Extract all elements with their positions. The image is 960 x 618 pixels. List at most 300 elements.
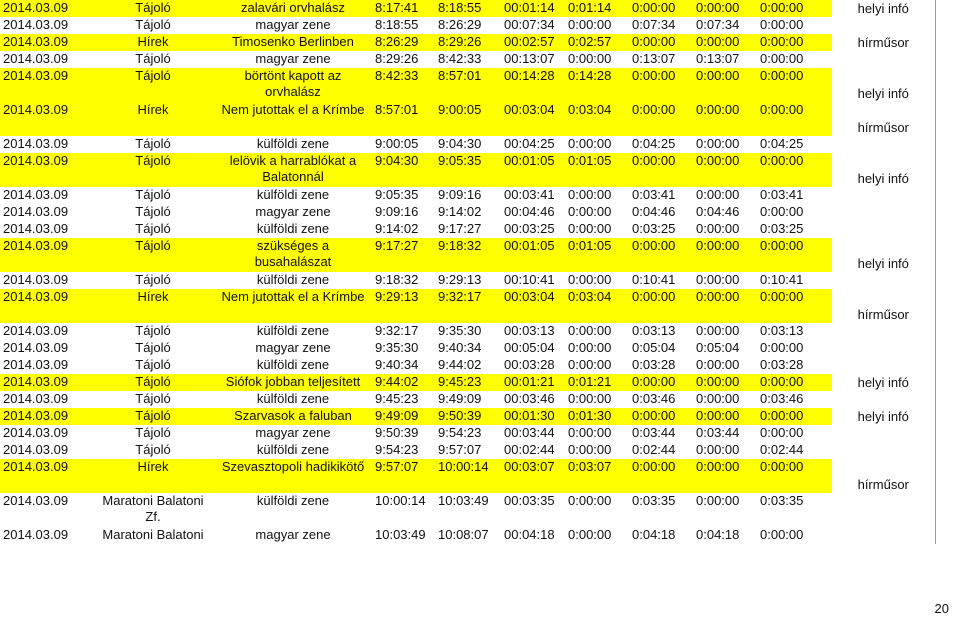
hungarian-music-time-cell: 0:00:00	[693, 102, 757, 136]
duration-cell: 00:03:07	[501, 459, 565, 493]
table-row	[0, 221, 935, 238]
category-cell	[832, 357, 935, 374]
music-time-cell: 0:00:00	[629, 68, 693, 102]
duration-cell: 00:14:28	[501, 68, 565, 102]
start-time-cell: 9:32:17	[375, 323, 419, 338]
table-row	[0, 136, 935, 153]
program-cell: magyar zene	[255, 17, 331, 32]
type-cell: Tájoló	[135, 221, 171, 236]
program-cell: Nem jutottak el a Krímbe	[214, 289, 372, 323]
program-cell: külföldi zene	[256, 442, 330, 457]
end-time-cell: 9:35:30	[438, 323, 482, 338]
date-cell: 2014.03.09	[0, 0, 92, 17]
program-cell: külföldi zene	[256, 357, 330, 372]
hungarian-music-time-cell: 0:00:00	[693, 153, 757, 187]
category-cell	[832, 391, 935, 408]
hungarian-music-time-cell: 0:04:18	[696, 527, 740, 542]
date-cell: 2014.03.09	[0, 408, 92, 425]
program-cell: külföldi zene	[256, 136, 330, 151]
table-row	[0, 0, 935, 17]
local-info-time-cell: 0:00:00	[568, 425, 612, 440]
local-info-time-cell: 0:01:21	[565, 374, 629, 391]
music-time-cell: 0:04:46	[632, 204, 676, 219]
duration-cell: 00:01:30	[501, 408, 565, 425]
local-info-time-cell: 0:00:00	[568, 204, 612, 219]
local-info-time-cell: 0:00:00	[568, 493, 612, 508]
start-time-cell: 9:35:30	[375, 340, 419, 355]
table-row	[0, 289, 935, 323]
date-cell: 2014.03.09	[0, 68, 92, 102]
music-time-cell: 0:00:00	[629, 0, 693, 17]
start-time-cell: 9:00:05	[375, 136, 419, 151]
table-row	[0, 340, 935, 357]
program-cell: Szarvasok a faluban	[214, 408, 372, 425]
duration-cell: 00:03:44	[504, 425, 555, 440]
music-time-cell: 0:05:04	[632, 340, 676, 355]
local-info-time-cell: 0:01:30	[565, 408, 629, 425]
duration-cell: 00:02:44	[504, 442, 555, 457]
end-time-cell: 9:49:09	[438, 391, 482, 406]
category-cell: helyi infó	[832, 238, 935, 272]
program-cell: szükséges a busahalászat	[214, 238, 372, 272]
hungarian-music-time-cell: 0:07:34	[696, 17, 740, 32]
duration-cell: 00:01:05	[501, 238, 565, 272]
duration-cell: 00:03:25	[504, 221, 555, 236]
category-cell	[832, 136, 935, 153]
date-cell: 2014.03.09	[3, 187, 69, 202]
hungarian-music-time-cell: 0:04:46	[696, 204, 740, 219]
foreign-music-time-cell: 0:00:00	[760, 204, 804, 219]
music-time-cell: 0:03:35	[632, 493, 676, 508]
hungarian-music-time-cell: 0:00:00	[696, 323, 740, 338]
type-cell: Tájoló	[135, 340, 171, 355]
hungarian-music-time-cell: 0:03:44	[696, 425, 740, 440]
program-cell: Timosenko Berlinben	[214, 34, 372, 51]
music-time-cell: 0:03:41	[632, 187, 676, 202]
hungarian-music-time-cell: 0:00:00	[693, 238, 757, 272]
foreign-music-time-cell: 0:03:46	[760, 391, 804, 406]
category-cell: helyi infó	[832, 68, 935, 102]
duration-cell: 00:03:28	[504, 357, 555, 372]
hungarian-music-time-cell: 0:00:00	[693, 289, 757, 323]
table-row	[0, 391, 935, 408]
end-time-cell: 9:09:16	[438, 187, 482, 202]
category-cell	[832, 340, 935, 357]
duration-cell: 00:04:25	[504, 136, 555, 151]
start-time-cell: 9:17:27	[372, 238, 435, 272]
type-cell: Tájoló	[135, 204, 171, 219]
date-cell: 2014.03.09	[3, 493, 69, 508]
end-time-cell: 9:40:34	[438, 340, 482, 355]
start-time-cell: 8:17:41	[372, 0, 435, 17]
end-time-cell: 9:45:23	[435, 374, 501, 391]
hungarian-music-time-cell: 0:00:00	[693, 68, 757, 102]
table-row	[0, 204, 935, 221]
start-time-cell: 9:50:39	[375, 425, 419, 440]
program-cell: külföldi zene	[256, 187, 330, 202]
local-info-time-cell: 0:01:14	[565, 0, 629, 17]
music-time-cell: 0:03:44	[632, 425, 676, 440]
local-info-time-cell: 0:03:04	[565, 289, 629, 323]
type-cell: Tájoló	[135, 136, 171, 151]
date-cell: 2014.03.09	[3, 136, 69, 151]
music-time-cell: 0:02:44	[632, 442, 676, 457]
duration-cell: 00:13:07	[504, 51, 555, 66]
music-time-cell: 0:00:00	[629, 374, 693, 391]
category-cell	[832, 17, 935, 34]
type-cell: Tájoló	[92, 408, 214, 425]
table-row	[0, 374, 935, 391]
start-time-cell: 9:18:32	[375, 272, 419, 287]
duration-cell: 00:04:18	[504, 527, 555, 542]
hungarian-music-time-cell: 0:00:00	[693, 34, 757, 51]
type-cell: Maratoni Balatoni Zf.	[102, 493, 204, 524]
program-cell: börtönt kapott az orvhalász	[214, 68, 372, 102]
date-cell: 2014.03.09	[3, 204, 69, 219]
start-time-cell: 9:09:16	[375, 204, 419, 219]
table-row	[0, 34, 935, 51]
duration-cell: 00:04:46	[504, 204, 555, 219]
end-time-cell: 9:18:32	[435, 238, 501, 272]
foreign-music-time-cell: 0:00:00	[757, 0, 832, 17]
program-cell: Nem jutottak el a Krímbe	[214, 102, 372, 136]
end-time-cell: 9:00:05	[435, 102, 501, 136]
end-time-cell: 8:26:29	[438, 17, 482, 32]
program-cell: Szevasztopoli hadikikötő	[214, 459, 372, 493]
category-cell	[832, 204, 935, 221]
table-row	[0, 459, 935, 493]
duration-cell: 00:05:04	[504, 340, 555, 355]
type-cell: Tájoló	[135, 17, 171, 32]
category-cell: helyi infó	[832, 408, 935, 425]
local-info-time-cell: 0:00:00	[568, 272, 612, 287]
local-info-time-cell: 0:00:00	[568, 391, 612, 406]
date-cell: 2014.03.09	[3, 391, 69, 406]
table-row	[0, 408, 935, 425]
music-time-cell: 0:03:28	[632, 357, 676, 372]
type-cell: Tájoló	[135, 425, 171, 440]
end-time-cell: 9:29:13	[438, 272, 482, 287]
type-cell: Hírek	[92, 459, 214, 493]
type-cell: Tájoló	[135, 323, 171, 338]
foreign-music-time-cell: 0:00:00	[757, 459, 832, 493]
duration-cell: 00:03:35	[504, 493, 555, 508]
foreign-music-time-cell: 0:00:00	[757, 68, 832, 102]
start-time-cell: 10:00:14	[375, 493, 426, 508]
date-cell: 2014.03.09	[0, 289, 92, 323]
date-cell: 2014.03.09	[3, 323, 69, 338]
duration-cell: 00:03:04	[501, 289, 565, 323]
local-info-time-cell: 0:00:00	[568, 323, 612, 338]
hungarian-music-time-cell: 0:00:00	[696, 136, 740, 151]
program-cell: Siófok jobban teljesített	[214, 374, 372, 391]
music-time-cell: 0:00:00	[629, 238, 693, 272]
local-info-time-cell: 0:01:05	[565, 153, 629, 187]
foreign-music-time-cell: 0:03:35	[760, 493, 804, 508]
start-time-cell: 9:45:23	[375, 391, 419, 406]
category-cell	[832, 272, 935, 289]
type-cell: Tájoló	[135, 391, 171, 406]
music-time-cell: 0:03:46	[632, 391, 676, 406]
table-row	[0, 323, 935, 340]
foreign-music-time-cell: 0:00:00	[757, 102, 832, 136]
hungarian-music-time-cell: 0:00:00	[696, 357, 740, 372]
program-cell: zalavári orvhalász	[214, 0, 372, 17]
category-cell	[832, 425, 935, 442]
program-cell: lelövik a harrablókat a Balatonnál	[214, 153, 372, 187]
music-time-cell: 0:00:00	[629, 289, 693, 323]
local-info-time-cell: 0:00:00	[568, 527, 612, 542]
program-cell: külföldi zene	[256, 493, 330, 508]
date-cell: 2014.03.09	[3, 527, 69, 542]
type-cell: Hírek	[92, 34, 214, 51]
end-time-cell: 8:42:33	[438, 51, 482, 66]
program-cell: magyar zene	[255, 340, 331, 355]
date-cell: 2014.03.09	[3, 272, 69, 287]
type-cell: Tájoló	[135, 187, 171, 202]
date-cell: 2014.03.09	[3, 340, 69, 355]
foreign-music-time-cell: 0:00:00	[760, 527, 804, 542]
hungarian-music-time-cell: 0:00:00	[693, 374, 757, 391]
category-cell	[832, 527, 935, 544]
date-cell: 2014.03.09	[3, 425, 69, 440]
music-time-cell: 0:03:13	[632, 323, 676, 338]
start-time-cell: 9:44:02	[372, 374, 435, 391]
table-row	[0, 102, 935, 136]
category-cell	[832, 493, 935, 527]
end-time-cell: 9:04:30	[438, 136, 482, 151]
end-time-cell: 9:50:39	[435, 408, 501, 425]
hungarian-music-time-cell: 0:05:04	[696, 340, 740, 355]
program-cell: magyar zene	[255, 527, 331, 542]
duration-cell: 00:01:14	[501, 0, 565, 17]
start-time-cell: 8:18:55	[375, 17, 419, 32]
duration-cell: 00:10:41	[504, 272, 555, 287]
end-time-cell: 10:08:07	[438, 527, 489, 542]
start-time-cell: 9:04:30	[372, 153, 435, 187]
end-time-cell: 10:00:14	[435, 459, 501, 493]
type-cell: Hírek	[92, 289, 214, 323]
start-time-cell: 9:40:34	[375, 357, 419, 372]
type-cell: Maratoni Balatoni	[102, 527, 204, 542]
table-row	[0, 493, 935, 527]
type-cell: Tájoló	[135, 357, 171, 372]
foreign-music-time-cell: 0:00:00	[757, 34, 832, 51]
date-cell: 2014.03.09	[0, 459, 92, 493]
type-cell: Tájoló	[92, 153, 214, 187]
program-cell: külföldi zene	[256, 391, 330, 406]
type-cell: Tájoló	[92, 374, 214, 391]
hungarian-music-time-cell: 0:00:00	[696, 442, 740, 457]
category-cell: hírműsor	[832, 289, 935, 323]
table-row	[0, 51, 935, 68]
local-info-time-cell: 0:03:07	[565, 459, 629, 493]
local-info-time-cell: 0:02:57	[565, 34, 629, 51]
duration-cell: 00:03:46	[504, 391, 555, 406]
local-info-time-cell: 0:03:04	[565, 102, 629, 136]
date-cell: 2014.03.09	[0, 153, 92, 187]
music-time-cell: 0:00:00	[629, 153, 693, 187]
duration-cell: 00:01:21	[501, 374, 565, 391]
foreign-music-time-cell: 0:03:13	[760, 323, 804, 338]
start-time-cell: 8:26:29	[372, 34, 435, 51]
end-time-cell: 8:29:26	[435, 34, 501, 51]
foreign-music-time-cell: 0:10:41	[760, 272, 804, 287]
duration-cell: 00:03:41	[504, 187, 555, 202]
foreign-music-time-cell: 0:03:28	[760, 357, 804, 372]
category-cell: helyi infó	[832, 0, 935, 17]
category-cell: helyi infó	[832, 153, 935, 187]
hungarian-music-time-cell: 0:13:07	[696, 51, 740, 66]
table-row	[0, 272, 935, 289]
end-time-cell: 9:32:17	[435, 289, 501, 323]
table-row	[0, 425, 935, 442]
table-row	[0, 527, 935, 544]
start-time-cell: 8:29:26	[375, 51, 419, 66]
date-cell: 2014.03.09	[0, 374, 92, 391]
music-time-cell: 0:10:41	[632, 272, 676, 287]
category-cell: hírműsor	[832, 102, 935, 136]
category-cell	[832, 187, 935, 204]
local-info-time-cell: 0:00:00	[568, 187, 612, 202]
start-time-cell: 9:29:13	[372, 289, 435, 323]
end-time-cell: 9:44:02	[438, 357, 482, 372]
local-info-time-cell: 0:14:28	[565, 68, 629, 102]
hungarian-music-time-cell: 0:00:00	[696, 187, 740, 202]
type-cell: Tájoló	[92, 68, 214, 102]
category-cell: hírműsor	[832, 34, 935, 51]
local-info-time-cell: 0:00:00	[568, 340, 612, 355]
foreign-music-time-cell: 0:00:00	[760, 51, 804, 66]
table-row	[0, 357, 935, 374]
table-row	[0, 442, 935, 459]
end-time-cell: 8:18:55	[435, 0, 501, 17]
foreign-music-time-cell: 0:00:00	[757, 289, 832, 323]
foreign-music-time-cell: 0:00:00	[760, 17, 804, 32]
end-time-cell: 10:03:49	[438, 493, 489, 508]
start-time-cell: 9:05:35	[375, 187, 419, 202]
end-time-cell: 9:17:27	[438, 221, 482, 236]
type-cell: Tájoló	[92, 238, 214, 272]
music-time-cell: 0:00:00	[629, 102, 693, 136]
music-time-cell: 0:07:34	[632, 17, 676, 32]
program-cell: magyar zene	[255, 51, 331, 66]
end-time-cell: 9:14:02	[438, 204, 482, 219]
category-cell	[832, 51, 935, 68]
program-cell: magyar zene	[255, 204, 331, 219]
music-time-cell: 0:00:00	[629, 34, 693, 51]
hungarian-music-time-cell: 0:00:00	[696, 391, 740, 406]
start-time-cell: 9:49:09	[372, 408, 435, 425]
category-cell	[832, 221, 935, 238]
type-cell: Hírek	[92, 102, 214, 136]
music-time-cell: 0:03:25	[632, 221, 676, 236]
start-time-cell: 9:14:02	[375, 221, 419, 236]
hungarian-music-time-cell: 0:00:00	[696, 493, 740, 508]
start-time-cell: 8:42:33	[372, 68, 435, 102]
local-info-time-cell: 0:00:00	[568, 442, 612, 457]
duration-cell: 00:03:04	[501, 102, 565, 136]
date-cell: 2014.03.09	[3, 17, 69, 32]
foreign-music-time-cell: 0:04:25	[760, 136, 804, 151]
foreign-music-time-cell: 0:03:25	[760, 221, 804, 236]
foreign-music-time-cell: 0:03:41	[760, 187, 804, 202]
duration-cell: 00:07:34	[504, 17, 555, 32]
type-cell: Tájoló	[135, 272, 171, 287]
program-cell: külföldi zene	[256, 323, 330, 338]
date-cell: 2014.03.09	[3, 442, 69, 457]
type-cell: Tájoló	[135, 442, 171, 457]
hungarian-music-time-cell: 0:00:00	[693, 408, 757, 425]
duration-cell: 00:02:57	[501, 34, 565, 51]
end-time-cell: 8:57:01	[435, 68, 501, 102]
foreign-music-time-cell: 0:00:00	[757, 238, 832, 272]
foreign-music-time-cell: 0:00:00	[757, 408, 832, 425]
foreign-music-time-cell: 0:02:44	[760, 442, 804, 457]
date-cell: 2014.03.09	[3, 221, 69, 236]
foreign-music-time-cell: 0:00:00	[760, 340, 804, 355]
local-info-time-cell: 0:00:00	[568, 221, 612, 236]
date-cell: 2014.03.09	[0, 34, 92, 51]
type-cell: Tájoló	[92, 0, 214, 17]
category-cell: hírműsor	[832, 459, 935, 493]
date-cell: 2014.03.09	[3, 357, 69, 372]
program-cell: magyar zene	[255, 425, 331, 440]
hungarian-music-time-cell: 0:00:00	[693, 459, 757, 493]
date-cell: 2014.03.09	[3, 51, 69, 66]
date-cell: 2014.03.09	[0, 238, 92, 272]
duration-cell: 00:01:05	[501, 153, 565, 187]
type-cell: Tájoló	[135, 51, 171, 66]
local-info-time-cell: 0:01:05	[565, 238, 629, 272]
local-info-time-cell: 0:00:00	[568, 17, 612, 32]
program-cell: külföldi zene	[256, 221, 330, 236]
category-cell: helyi infó	[832, 374, 935, 391]
local-info-time-cell: 0:00:00	[568, 136, 612, 151]
date-cell: 2014.03.09	[0, 102, 92, 136]
music-time-cell: 0:00:00	[629, 408, 693, 425]
music-time-cell: 0:04:25	[632, 136, 676, 151]
music-time-cell: 0:00:00	[629, 459, 693, 493]
page-number: 20	[934, 601, 949, 616]
hungarian-music-time-cell: 0:00:00	[696, 221, 740, 236]
table-row	[0, 17, 935, 34]
end-time-cell: 9:05:35	[435, 153, 501, 187]
category-cell	[832, 442, 935, 459]
hungarian-music-time-cell: 0:00:00	[693, 0, 757, 17]
start-time-cell: 10:03:49	[375, 527, 426, 542]
table-row	[0, 68, 935, 102]
music-time-cell: 0:13:07	[632, 51, 676, 66]
table-row	[0, 238, 935, 272]
start-time-cell: 9:57:07	[372, 459, 435, 493]
table-row	[0, 187, 935, 204]
foreign-music-time-cell: 0:00:00	[760, 425, 804, 440]
end-time-cell: 9:54:23	[438, 425, 482, 440]
end-time-cell: 9:57:07	[438, 442, 482, 457]
hungarian-music-time-cell: 0:00:00	[696, 272, 740, 287]
category-cell	[832, 323, 935, 340]
music-time-cell: 0:04:18	[632, 527, 676, 542]
local-info-time-cell: 0:00:00	[568, 51, 612, 66]
start-time-cell: 8:57:01	[372, 102, 435, 136]
start-time-cell: 9:54:23	[375, 442, 419, 457]
duration-cell: 00:03:13	[504, 323, 555, 338]
foreign-music-time-cell: 0:00:00	[757, 153, 832, 187]
table-row	[0, 153, 935, 187]
program-cell: külföldi zene	[256, 272, 330, 287]
foreign-music-time-cell: 0:00:00	[757, 374, 832, 391]
